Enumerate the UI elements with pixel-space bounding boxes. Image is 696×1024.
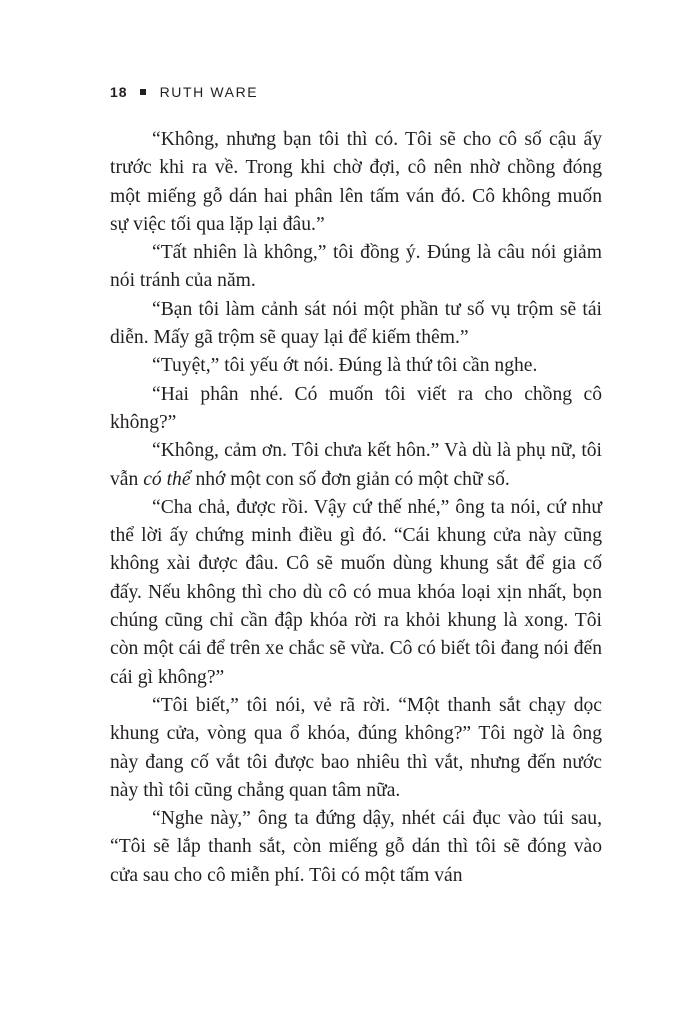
paragraph: “Bạn tôi làm cảnh sát nói một phần tư số vụ trộm sẽ tái diễn. Mấy gã trộm sẽ quay lại để kiếm thêm.”	[110, 298, 602, 349]
paragraph: “Tuyệt,” tôi yếu ớt nói. Đúng là thứ tôi cần nghe.	[152, 355, 538, 377]
paragraph: “Tất nhiên là không,” tôi đồng ý. Đúng là câu nói giảm nói tránh của năm.	[110, 242, 602, 292]
body-text	[110, 126, 602, 890]
author-name: RUTH WARE	[159, 84, 259, 100]
paragraph: “Hai phân nhé. Có muốn tôi viết ra cho chồng cô không?”	[110, 383, 602, 433]
paragraph-text: nhớ một con số đơn giản có một chữ số.	[190, 468, 510, 490]
page-number: 18	[110, 84, 128, 100]
paragraph	[110, 437, 602, 494]
emphasis-text: có thể	[143, 468, 191, 490]
paragraph: “Tôi biết,” tôi nói, vẻ rã rời. “Một thanh sắt chạy dọc khung cửa, vòng qua ổ khóa, đúng không?” Tôi ngờ là ông này đang cố vắt tôi được bao nhiêu thì vắt, nhưng đến nước này thì tôi cũng chẳng quan tâm nữa.	[110, 694, 602, 801]
paragraph: “Nghe này,” ông ta đứng dậy, nhét cái đục vào túi sau, “Tôi sẽ lắp thanh sắt, còn miếng gỗ dán thì tôi sẽ đóng vào cửa sau cho cô miễn phí. Tôi có một tấm ván	[110, 808, 602, 886]
square-bullet-icon	[140, 89, 146, 95]
running-head	[110, 84, 258, 100]
paragraph: “Cha chả, được rồi. Vậy cứ thế nhé,” ông ta nói, cứ như thể lời ấy chứng minh điều gì đó. “Cái khung cửa này cũng không xài được đâu. Cô sẽ muốn dùng khung sắt để gia cố đấy. Nếu không thì cho dù cô có mua khóa loại xịn nhất, bọn chúng cũng chỉ cần đập khóa rời ra khỏi khung là xong. Tôi còn một cái để trên xe chắc sẽ vừa. Cô có biết tôi đang nói đến cái gì không?”	[110, 496, 602, 688]
paragraph: “Không, nhưng bạn tôi thì có. Tôi sẽ cho cô số cậu ấy trước khi ra về. Trong khi chờ đợi, cô nên nhờ chồng đóng một miếng gỗ dán hai phân lên tấm ván đó. Cô không muốn sự việc tối qua lặp lại đâu.”	[110, 129, 602, 235]
paragraph-text: “Không, cảm ơn. Tôi chưa kết hôn.” Và dù là phụ nữ, tôi vẫn	[110, 440, 602, 490]
